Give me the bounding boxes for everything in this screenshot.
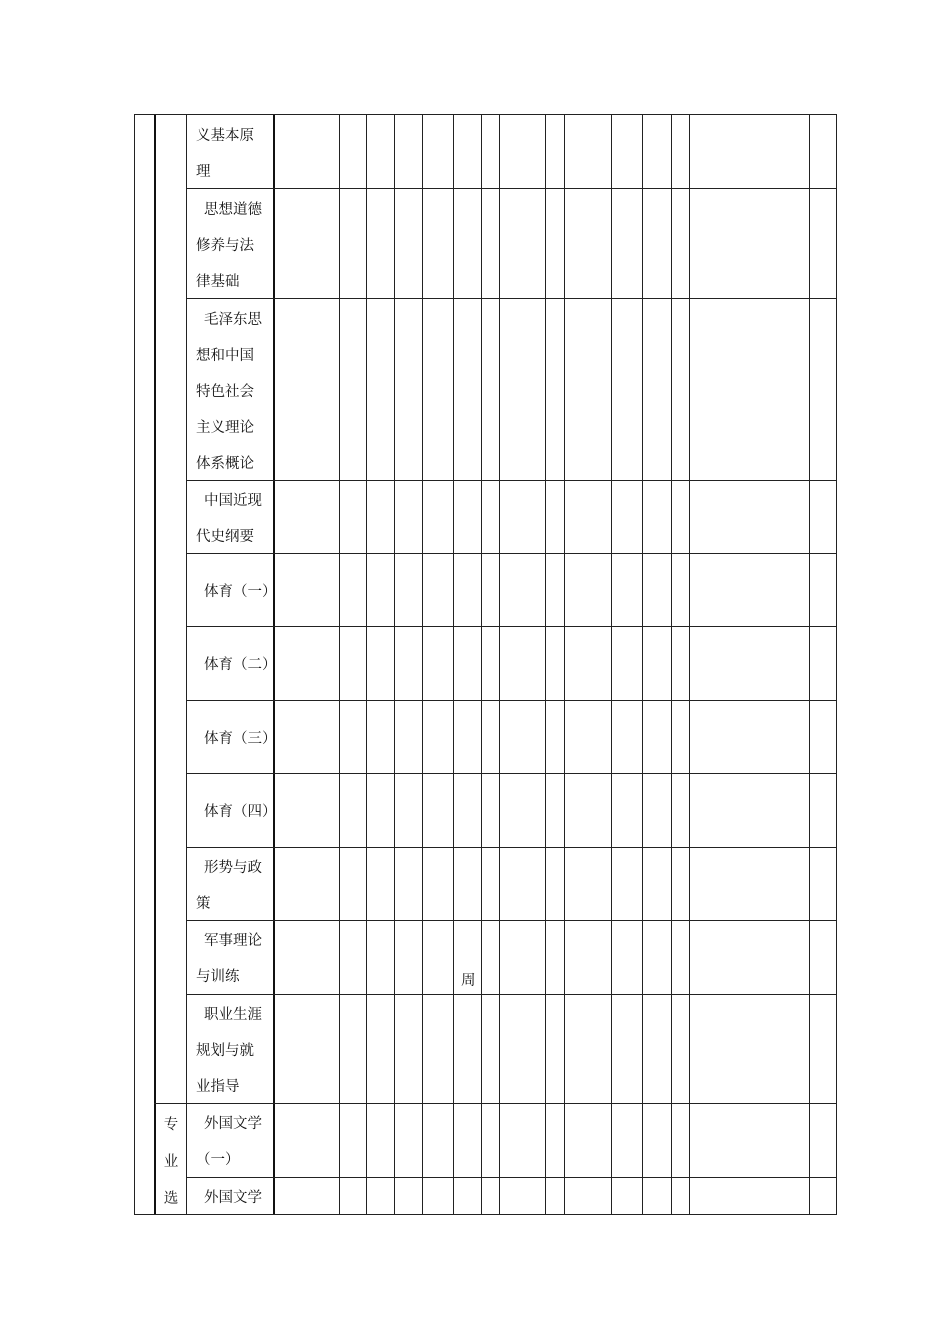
course-table	[134, 114, 837, 1215]
column-divider	[564, 114, 565, 1215]
row-divider	[186, 1177, 837, 1178]
column-divider	[453, 114, 454, 1215]
row-divider	[186, 480, 837, 481]
row-divider	[186, 847, 837, 848]
row-divider	[186, 553, 837, 554]
column-divider	[611, 114, 612, 1215]
row-divider	[186, 298, 837, 299]
course-name: 形势与政 策	[196, 860, 262, 912]
column-divider	[689, 114, 690, 1215]
row-divider	[186, 700, 837, 701]
course-name: 思想道德 修养与法 律基础	[196, 202, 262, 290]
category-label: 专 业 选	[163, 1117, 179, 1207]
course-name: 义基本原 理	[196, 128, 254, 180]
column-divider	[809, 114, 810, 1215]
course-name: 毛泽东思 想和中国 特色社会 主义理论 体系概论	[196, 312, 262, 472]
course-name: 体育（三）	[204, 731, 277, 747]
table-border-right	[836, 114, 837, 1215]
course-name: 外国文学	[204, 1190, 262, 1206]
column-divider	[186, 114, 187, 1215]
row-divider	[186, 994, 837, 995]
course-name: 职业生涯 规划与就 业指导	[196, 1007, 262, 1095]
course-name: 体育（四）	[204, 804, 277, 820]
column-divider	[422, 114, 423, 1215]
schedule-mark: 周	[461, 973, 476, 989]
row-divider	[186, 626, 837, 627]
row-divider	[186, 188, 837, 189]
course-name: 外国文学 （一）	[196, 1116, 262, 1168]
row-divider	[186, 920, 837, 921]
column-divider	[499, 114, 500, 1215]
column-divider	[366, 114, 367, 1215]
course-name: 体育（一）	[204, 584, 277, 600]
row-divider	[186, 773, 837, 774]
column-divider	[642, 114, 643, 1215]
table-border-left	[134, 114, 135, 1215]
column-divider	[545, 114, 546, 1215]
table-border-top	[134, 114, 837, 115]
course-name: 体育（二）	[204, 657, 277, 673]
course-name: 中国近现 代史纲要	[196, 493, 262, 545]
column-divider	[671, 114, 672, 1215]
column-divider	[394, 114, 395, 1215]
column-divider	[481, 114, 482, 1215]
column-divider	[339, 114, 340, 1215]
column-divider	[154, 114, 156, 1215]
course-name: 军事理论 与训练	[196, 933, 262, 985]
